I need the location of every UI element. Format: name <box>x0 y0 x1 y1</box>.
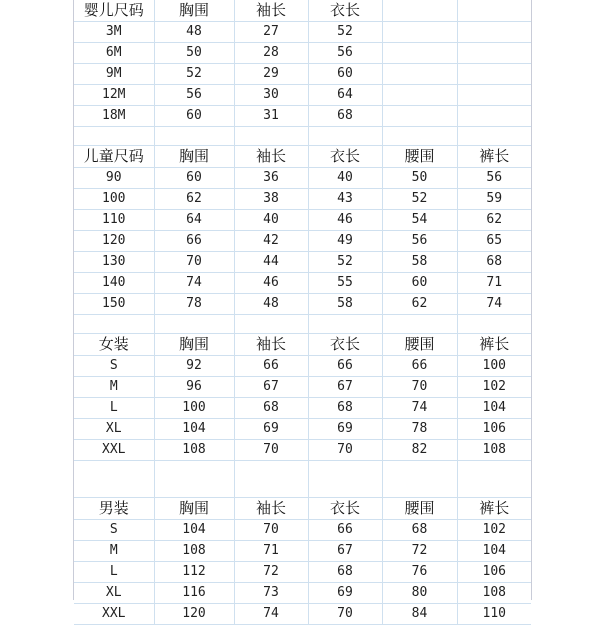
baby-size-heading: 婴儿尺码 <box>74 0 154 22</box>
measurement-cell: 76 <box>382 562 457 583</box>
size-label-cell: M <box>74 541 154 562</box>
table-row <box>74 168 531 189</box>
size-label-cell: XXL <box>74 604 154 625</box>
empty-cell <box>457 315 531 334</box>
empty-cell <box>308 315 382 334</box>
table-row <box>74 541 531 562</box>
measurement-cell: 44 <box>234 252 308 273</box>
column-heading: 胸围 <box>154 0 234 22</box>
size-label-cell: L <box>74 562 154 583</box>
measurement-cell: 55 <box>308 273 382 294</box>
measurement-cell: 58 <box>308 294 382 315</box>
measurement-cell: 96 <box>154 377 234 398</box>
measurement-cell: 116 <box>154 583 234 604</box>
empty-cell <box>154 127 234 146</box>
size-label-cell: 18M <box>74 106 154 127</box>
measurement-cell: 46 <box>308 210 382 231</box>
measurement-cell: 29 <box>234 64 308 85</box>
size-label-cell: 140 <box>74 273 154 294</box>
measurement-cell: 108 <box>457 440 531 461</box>
measurement-cell: 59 <box>457 189 531 210</box>
kids-header-row <box>74 146 531 168</box>
empty-cell <box>154 315 234 334</box>
empty-cell <box>457 127 531 146</box>
measurement-cell: 43 <box>308 189 382 210</box>
table-row <box>74 64 531 85</box>
measurement-cell: 69 <box>234 419 308 440</box>
measurement-cell: 74 <box>154 273 234 294</box>
section-spacer-row <box>74 315 531 334</box>
table-row <box>74 294 531 315</box>
size-chart-table <box>74 0 531 625</box>
measurement-cell: 56 <box>457 168 531 189</box>
section-spacer-row <box>74 127 531 146</box>
size-label-cell: S <box>74 520 154 541</box>
size-label-cell: 130 <box>74 252 154 273</box>
size-label-cell: L <box>74 398 154 419</box>
table-row <box>74 398 531 419</box>
measurement-cell: 56 <box>308 43 382 64</box>
measurement-cell: 73 <box>234 583 308 604</box>
measurement-cell: 52 <box>308 252 382 273</box>
measurement-cell: 110 <box>457 604 531 625</box>
measurement-cell: 54 <box>382 210 457 231</box>
measurement-cell: 74 <box>382 398 457 419</box>
measurement-cell: 66 <box>382 356 457 377</box>
column-heading: 衣长 <box>308 0 382 22</box>
measurement-cell: 104 <box>457 398 531 419</box>
measurement-cell: 108 <box>154 440 234 461</box>
measurement-cell: 66 <box>308 356 382 377</box>
section-spacer-row <box>74 461 531 498</box>
measurement-cell: 104 <box>457 541 531 562</box>
measurement-cell: 70 <box>234 520 308 541</box>
empty-cell <box>382 127 457 146</box>
empty-cell <box>154 461 234 498</box>
empty-cell <box>308 461 382 498</box>
column-heading: 衣长 <box>308 334 382 356</box>
table-row <box>74 210 531 231</box>
measurement-cell: 71 <box>457 273 531 294</box>
measurement-cell: 100 <box>457 356 531 377</box>
measurement-cell: 69 <box>308 419 382 440</box>
measurement-cell <box>457 64 531 85</box>
measurement-cell: 80 <box>382 583 457 604</box>
measurement-cell: 49 <box>308 231 382 252</box>
size-chart-sheet <box>73 0 532 621</box>
measurement-cell: 82 <box>382 440 457 461</box>
measurement-cell <box>457 22 531 43</box>
measurement-cell: 31 <box>234 106 308 127</box>
measurement-cell: 67 <box>308 541 382 562</box>
measurement-cell: 70 <box>234 440 308 461</box>
men-header-row <box>74 498 531 520</box>
measurement-cell: 60 <box>154 106 234 127</box>
measurement-cell: 120 <box>154 604 234 625</box>
measurement-cell: 60 <box>382 273 457 294</box>
table-row <box>74 231 531 252</box>
empty-cell <box>234 127 308 146</box>
measurement-cell: 50 <box>154 43 234 64</box>
measurement-cell: 70 <box>382 377 457 398</box>
size-chart-body <box>74 0 531 625</box>
measurement-cell <box>382 64 457 85</box>
measurement-cell: 66 <box>154 231 234 252</box>
measurement-cell: 40 <box>308 168 382 189</box>
measurement-cell: 50 <box>382 168 457 189</box>
measurement-cell: 72 <box>382 541 457 562</box>
empty-cell <box>234 461 308 498</box>
measurement-cell: 28 <box>234 43 308 64</box>
table-row <box>74 583 531 604</box>
column-heading: 腰围 <box>382 498 457 520</box>
measurement-cell: 74 <box>234 604 308 625</box>
women-header-row <box>74 334 531 356</box>
measurement-cell: 102 <box>457 520 531 541</box>
measurement-cell: 66 <box>308 520 382 541</box>
table-row <box>74 252 531 273</box>
table-row <box>74 22 531 43</box>
table-row <box>74 43 531 64</box>
measurement-cell: 62 <box>382 294 457 315</box>
size-label-cell: 6M <box>74 43 154 64</box>
measurement-cell: 27 <box>234 22 308 43</box>
measurement-cell: 60 <box>154 168 234 189</box>
empty-cell <box>382 315 457 334</box>
column-heading: 袖长 <box>234 0 308 22</box>
table-row <box>74 85 531 106</box>
measurement-cell: 70 <box>308 440 382 461</box>
size-label-cell: S <box>74 356 154 377</box>
column-heading: 腰围 <box>382 334 457 356</box>
table-row <box>74 189 531 210</box>
size-label-cell: 100 <box>74 189 154 210</box>
measurement-cell: 58 <box>382 252 457 273</box>
empty-cell <box>308 127 382 146</box>
measurement-cell: 104 <box>154 520 234 541</box>
column-heading: 腰围 <box>382 146 457 168</box>
measurement-cell: 65 <box>457 231 531 252</box>
measurement-cell: 104 <box>154 419 234 440</box>
column-heading <box>382 0 457 22</box>
measurement-cell: 78 <box>154 294 234 315</box>
column-heading: 裤长 <box>457 498 531 520</box>
measurement-cell: 52 <box>308 22 382 43</box>
empty-cell <box>74 461 154 498</box>
empty-cell <box>382 461 457 498</box>
measurement-cell: 66 <box>234 356 308 377</box>
measurement-cell <box>382 85 457 106</box>
measurement-cell: 68 <box>382 520 457 541</box>
measurement-cell: 48 <box>154 22 234 43</box>
table-row <box>74 440 531 461</box>
measurement-cell: 38 <box>234 189 308 210</box>
measurement-cell: 92 <box>154 356 234 377</box>
measurement-cell: 56 <box>154 85 234 106</box>
men-size-heading: 男装 <box>74 498 154 520</box>
size-label-cell: 110 <box>74 210 154 231</box>
measurement-cell: 84 <box>382 604 457 625</box>
measurement-cell: 30 <box>234 85 308 106</box>
measurement-cell: 108 <box>457 583 531 604</box>
baby-header-row <box>74 0 531 22</box>
measurement-cell: 102 <box>457 377 531 398</box>
measurement-cell: 68 <box>308 398 382 419</box>
measurement-cell <box>382 43 457 64</box>
table-row <box>74 377 531 398</box>
empty-cell <box>234 315 308 334</box>
measurement-cell: 56 <box>382 231 457 252</box>
table-row <box>74 562 531 583</box>
table-row <box>74 273 531 294</box>
empty-cell <box>457 461 531 498</box>
column-heading: 胸围 <box>154 498 234 520</box>
column-heading: 衣长 <box>308 146 382 168</box>
size-label-cell: 120 <box>74 231 154 252</box>
measurement-cell: 62 <box>457 210 531 231</box>
measurement-cell: 68 <box>234 398 308 419</box>
measurement-cell: 106 <box>457 419 531 440</box>
empty-cell <box>74 127 154 146</box>
column-heading: 裤长 <box>457 146 531 168</box>
column-heading: 袖长 <box>234 498 308 520</box>
table-row <box>74 356 531 377</box>
size-label-cell: 150 <box>74 294 154 315</box>
measurement-cell: 68 <box>457 252 531 273</box>
column-heading <box>457 0 531 22</box>
women-size-heading: 女装 <box>74 334 154 356</box>
column-heading: 裤长 <box>457 334 531 356</box>
measurement-cell: 40 <box>234 210 308 231</box>
table-row <box>74 604 531 625</box>
measurement-cell: 112 <box>154 562 234 583</box>
measurement-cell: 106 <box>457 562 531 583</box>
size-label-cell: 12M <box>74 85 154 106</box>
measurement-cell: 67 <box>308 377 382 398</box>
size-label-cell: XL <box>74 583 154 604</box>
measurement-cell: 72 <box>234 562 308 583</box>
measurement-cell: 42 <box>234 231 308 252</box>
measurement-cell <box>382 106 457 127</box>
measurement-cell: 62 <box>154 189 234 210</box>
measurement-cell: 48 <box>234 294 308 315</box>
measurement-cell: 70 <box>308 604 382 625</box>
column-heading: 衣长 <box>308 498 382 520</box>
table-row <box>74 520 531 541</box>
column-heading: 胸围 <box>154 334 234 356</box>
measurement-cell: 69 <box>308 583 382 604</box>
measurement-cell: 36 <box>234 168 308 189</box>
measurement-cell <box>457 106 531 127</box>
size-label-cell: 90 <box>74 168 154 189</box>
measurement-cell: 108 <box>154 541 234 562</box>
size-label-cell: XXL <box>74 440 154 461</box>
column-heading: 袖长 <box>234 334 308 356</box>
measurement-cell: 64 <box>154 210 234 231</box>
measurement-cell: 74 <box>457 294 531 315</box>
kids-size-heading: 儿童尺码 <box>74 146 154 168</box>
measurement-cell <box>457 43 531 64</box>
column-heading: 胸围 <box>154 146 234 168</box>
measurement-cell: 67 <box>234 377 308 398</box>
measurement-cell: 78 <box>382 419 457 440</box>
size-label-cell: XL <box>74 419 154 440</box>
table-row <box>74 419 531 440</box>
measurement-cell: 70 <box>154 252 234 273</box>
measurement-cell <box>457 85 531 106</box>
measurement-cell: 64 <box>308 85 382 106</box>
table-row <box>74 106 531 127</box>
measurement-cell: 68 <box>308 106 382 127</box>
size-label-cell: 9M <box>74 64 154 85</box>
measurement-cell: 46 <box>234 273 308 294</box>
column-heading: 袖长 <box>234 146 308 168</box>
measurement-cell: 100 <box>154 398 234 419</box>
measurement-cell <box>382 22 457 43</box>
empty-cell <box>74 315 154 334</box>
measurement-cell: 52 <box>154 64 234 85</box>
measurement-cell: 71 <box>234 541 308 562</box>
measurement-cell: 52 <box>382 189 457 210</box>
measurement-cell: 60 <box>308 64 382 85</box>
measurement-cell: 68 <box>308 562 382 583</box>
size-label-cell: 3M <box>74 22 154 43</box>
size-label-cell: M <box>74 377 154 398</box>
